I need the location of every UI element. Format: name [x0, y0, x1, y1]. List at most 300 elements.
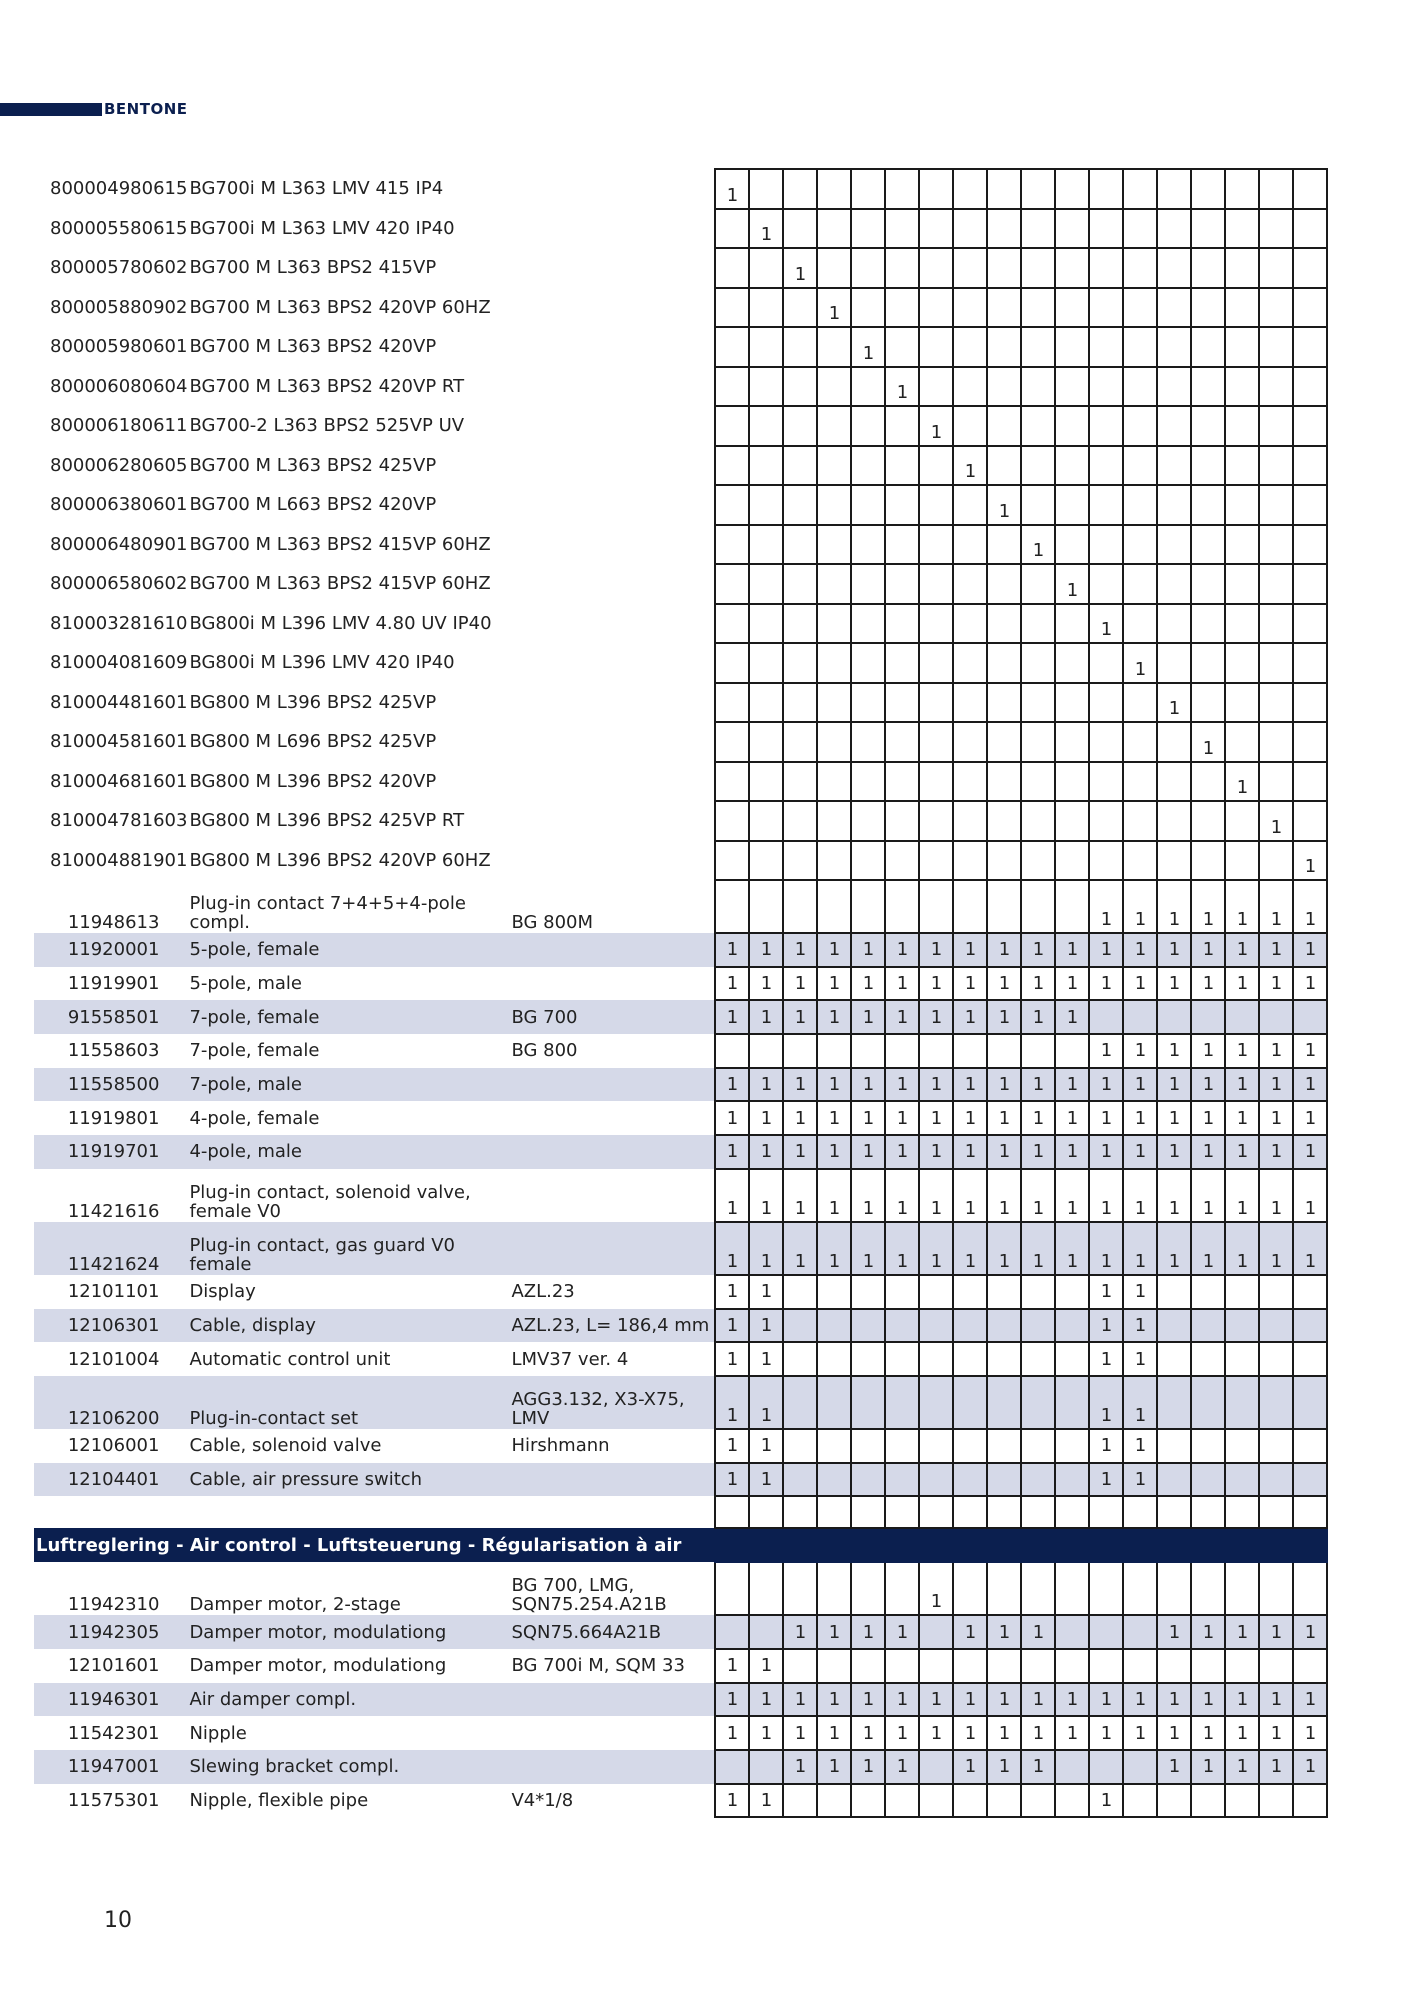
quantity-cell	[817, 446, 851, 486]
quantity-cell	[885, 1376, 919, 1429]
quantity-cell: 1	[953, 1716, 987, 1750]
quantity-cell: 1	[1259, 1222, 1293, 1275]
quantity-cell	[987, 1496, 1021, 1528]
quantity-cell	[783, 1275, 817, 1309]
quantity-cell: 1	[715, 1101, 749, 1135]
quantity-cell	[1055, 683, 1089, 723]
part-number: 12101004	[67, 1348, 160, 1370]
quantity-cell	[1021, 722, 1055, 762]
quantity-cell	[1191, 1000, 1225, 1034]
part-description: BG800 M L396 BPS2 425VP	[189, 691, 437, 713]
quantity-cell	[851, 1342, 885, 1376]
quantity-cell: 1	[1157, 1750, 1191, 1784]
quantity-cell: 1	[987, 1683, 1021, 1717]
quantity-cell	[1191, 1376, 1225, 1429]
quantity-cell: 1	[1225, 1034, 1259, 1068]
quantity-cell	[953, 485, 987, 525]
quantity-cell	[1191, 683, 1225, 723]
quantity-cell	[1191, 1342, 1225, 1376]
quantity-cell: 1	[715, 1169, 749, 1222]
quantity-cell: 1	[1157, 1683, 1191, 1717]
quantity-cell	[715, 683, 749, 723]
quantity-cell	[1225, 446, 1259, 486]
quantity-cell	[1191, 564, 1225, 604]
quantity-cell: 1	[953, 1135, 987, 1169]
quantity-cell	[749, 1562, 783, 1615]
quantity-cell	[1089, 564, 1123, 604]
part-note: AGG3.132, X3-X75, LMV	[509, 1376, 715, 1429]
quantity-cell	[851, 683, 885, 723]
quantity-cell: 1	[817, 1615, 851, 1649]
quantity-cell	[817, 209, 851, 249]
part-number: 800006480901	[50, 533, 188, 555]
quantity-cell	[783, 1562, 817, 1615]
quantity-cell	[953, 209, 987, 249]
quantity-cell	[1157, 406, 1191, 446]
part-description: BG700 M L363 BPS2 415VP	[189, 257, 437, 279]
quantity-cell	[851, 643, 885, 683]
part-number: 11942310	[67, 1594, 160, 1616]
quantity-cell	[1157, 1649, 1191, 1683]
quantity-cell	[1055, 762, 1089, 802]
quantity-cell	[1021, 1649, 1055, 1683]
part-note	[509, 485, 715, 525]
part-description: BG700i M L363 LMV 420 IP40	[189, 217, 455, 239]
quantity-cell	[1123, 209, 1157, 249]
quantity-cell: 1	[1123, 1135, 1157, 1169]
quantity-cell	[1259, 446, 1293, 486]
quantity-cell	[1191, 1309, 1225, 1343]
quantity-cell	[1259, 841, 1293, 881]
quantity-cell: 1	[953, 1169, 987, 1222]
part-note: LMV37 ver. 4	[511, 1348, 629, 1370]
quantity-cell: 1	[987, 1750, 1021, 1784]
quantity-cell	[715, 1615, 749, 1649]
quantity-cell	[1225, 1784, 1259, 1818]
quantity-cell: 1	[885, 1000, 919, 1034]
part-description: BG700i M L363 LMV 415 IP4	[189, 178, 444, 200]
quantity-cell	[1225, 406, 1259, 446]
quantity-cell: 1	[715, 1376, 749, 1429]
quantity-cell	[817, 683, 851, 723]
quantity-cell	[1293, 1649, 1327, 1683]
quantity-cell: 1	[1089, 1169, 1123, 1222]
quantity-cell	[851, 446, 885, 486]
quantity-cell	[987, 564, 1021, 604]
quantity-cell: 1	[1055, 564, 1089, 604]
quantity-cell	[953, 288, 987, 328]
quantity-cell	[919, 1275, 953, 1309]
quantity-cell	[1089, 288, 1123, 328]
quantity-cell	[953, 1649, 987, 1683]
quantity-cell	[1225, 1309, 1259, 1343]
quantity-cell	[953, 169, 987, 209]
quantity-cell	[851, 722, 885, 762]
quantity-cell	[817, 841, 851, 881]
part-description: Cable, solenoid valve	[189, 1435, 382, 1457]
part-description: Damper motor, modulationg	[187, 1615, 509, 1649]
table-row	[34, 1683, 1327, 1717]
quantity-cell	[1157, 564, 1191, 604]
quantity-cell: 1	[919, 1683, 953, 1717]
quantity-cell	[1123, 248, 1157, 288]
quantity-cell	[953, 327, 987, 367]
quantity-cell	[953, 406, 987, 446]
quantity-cell: 1	[1123, 1034, 1157, 1068]
quantity-cell: 1	[885, 1222, 919, 1275]
quantity-cell: 1	[1089, 1342, 1123, 1376]
quantity-cell: 1	[749, 1101, 783, 1135]
quantity-cell	[1191, 367, 1225, 407]
quantity-cell	[1191, 1649, 1225, 1683]
quantity-cell	[953, 841, 987, 881]
part-description: Display	[189, 1281, 256, 1303]
quantity-cell	[1293, 1429, 1327, 1463]
quantity-cell: 1	[919, 1169, 953, 1222]
quantity-cell	[1157, 1342, 1191, 1376]
quantity-cell	[749, 841, 783, 881]
quantity-cell: 1	[1157, 880, 1191, 933]
quantity-cell: 1	[817, 1716, 851, 1750]
part-number: 810004581601	[50, 731, 188, 753]
table-row	[34, 762, 1327, 802]
quantity-cell: 1	[1293, 1169, 1327, 1222]
quantity-cell: 1	[1225, 1222, 1259, 1275]
quantity-cell: 1	[987, 1615, 1021, 1649]
quantity-cell	[1191, 1496, 1225, 1528]
part-note	[509, 1683, 715, 1717]
quantity-cell	[1055, 722, 1089, 762]
quantity-cell: 1	[1293, 1101, 1327, 1135]
quantity-cell	[1055, 1376, 1089, 1429]
quantity-cell	[1089, 1562, 1123, 1615]
section-cell	[1259, 1528, 1293, 1562]
quantity-cell	[715, 446, 749, 486]
part-description: BG800 M L696 BPS2 425VP	[189, 731, 437, 753]
part-note	[509, 1169, 715, 1222]
quantity-cell: 1	[1157, 1101, 1191, 1135]
quantity-cell	[783, 801, 817, 841]
quantity-cell	[953, 643, 987, 683]
part-note: V4*1/8	[511, 1790, 574, 1812]
part-note: BG 800M	[511, 912, 594, 933]
quantity-cell	[783, 1342, 817, 1376]
quantity-cell	[1055, 209, 1089, 249]
quantity-cell	[817, 485, 851, 525]
quantity-cell	[1225, 169, 1259, 209]
quantity-cell	[817, 1275, 851, 1309]
quantity-cell: 1	[1157, 1068, 1191, 1102]
quantity-cell: 1	[885, 1683, 919, 1717]
part-description: Automatic control unit	[189, 1348, 391, 1370]
part-note	[509, 209, 715, 249]
part-description: 5-pole, male	[189, 973, 302, 995]
quantity-cell	[953, 1429, 987, 1463]
quantity-cell	[953, 564, 987, 604]
quantity-cell	[1157, 1784, 1191, 1818]
quantity-cell	[1191, 327, 1225, 367]
part-number: 800006080604	[50, 375, 188, 397]
quantity-cell	[885, 327, 919, 367]
quantity-cell: 1	[1123, 1463, 1157, 1497]
quantity-cell: 1	[1259, 1615, 1293, 1649]
quantity-cell	[1123, 169, 1157, 209]
table-row	[34, 1169, 1327, 1222]
quantity-cell: 1	[749, 1275, 783, 1309]
quantity-cell	[1259, 209, 1293, 249]
quantity-cell	[919, 209, 953, 249]
quantity-cell: 1	[1157, 1222, 1191, 1275]
part-note	[509, 933, 715, 967]
quantity-cell: 1	[987, 485, 1021, 525]
quantity-cell	[1055, 248, 1089, 288]
quantity-cell: 1	[1293, 1750, 1327, 1784]
quantity-cell	[1191, 762, 1225, 802]
quantity-cell	[1293, 485, 1327, 525]
quantity-cell	[1055, 1309, 1089, 1343]
quantity-cell: 1	[715, 1429, 749, 1463]
quantity-cell: 1	[1055, 1000, 1089, 1034]
quantity-cell: 1	[1123, 1309, 1157, 1343]
part-description: 7-pole, female	[187, 1000, 509, 1034]
quantity-cell: 1	[1055, 1101, 1089, 1135]
quantity-cell	[987, 367, 1021, 407]
quantity-cell	[851, 1496, 885, 1528]
quantity-cell	[1089, 367, 1123, 407]
quantity-cell	[817, 1463, 851, 1497]
quantity-cell	[1089, 1000, 1123, 1034]
quantity-cell	[1225, 209, 1259, 249]
part-note: BG 800	[511, 1040, 578, 1062]
quantity-cell: 1	[1089, 1068, 1123, 1102]
quantity-cell	[749, 327, 783, 367]
quantity-cell	[1293, 722, 1327, 762]
quantity-cell	[885, 1562, 919, 1615]
table-row	[34, 1376, 1327, 1429]
quantity-cell	[1225, 367, 1259, 407]
quantity-cell	[851, 801, 885, 841]
quantity-cell	[1157, 1275, 1191, 1309]
quantity-cell	[1293, 446, 1327, 486]
quantity-cell	[851, 209, 885, 249]
part-number: 800005780602	[50, 257, 188, 279]
quantity-cell	[1225, 1463, 1259, 1497]
quantity-cell	[715, 841, 749, 881]
quantity-cell	[783, 1496, 817, 1528]
quantity-cell: 1	[1055, 933, 1089, 967]
quantity-cell	[851, 525, 885, 565]
quantity-cell	[885, 683, 919, 723]
quantity-cell	[987, 1342, 1021, 1376]
part-description: 7-pole, male	[187, 1068, 509, 1102]
quantity-cell	[1225, 485, 1259, 525]
quantity-cell	[885, 1034, 919, 1068]
quantity-cell: 1	[1021, 1101, 1055, 1135]
quantity-cell	[817, 1562, 851, 1615]
table-row	[34, 248, 1327, 288]
quantity-cell	[749, 446, 783, 486]
quantity-cell	[1293, 1463, 1327, 1497]
quantity-cell: 1	[1157, 1034, 1191, 1068]
part-number: 12101101	[67, 1281, 160, 1303]
quantity-cell	[749, 564, 783, 604]
quantity-cell	[715, 327, 749, 367]
quantity-cell	[1225, 248, 1259, 288]
quantity-cell	[953, 1562, 987, 1615]
quantity-cell: 1	[749, 1784, 783, 1818]
quantity-cell: 1	[885, 933, 919, 967]
quantity-cell	[1191, 643, 1225, 683]
quantity-cell	[1191, 1562, 1225, 1615]
part-note	[509, 446, 715, 486]
quantity-cell	[817, 1649, 851, 1683]
quantity-cell	[885, 1496, 919, 1528]
part-note: AZL.23	[511, 1281, 575, 1303]
quantity-cell	[1293, 643, 1327, 683]
quantity-cell	[783, 446, 817, 486]
part-note: BG 700, LMG, SQN75.254.A21B	[511, 1575, 667, 1616]
quantity-cell	[1157, 367, 1191, 407]
quantity-cell	[919, 1750, 953, 1784]
quantity-cell	[987, 762, 1021, 802]
table-row	[34, 1562, 1327, 1615]
quantity-cell: 1	[817, 1683, 851, 1717]
quantity-cell	[919, 604, 953, 644]
part-number	[34, 1496, 187, 1528]
quantity-cell	[885, 604, 919, 644]
quantity-cell	[1021, 1463, 1055, 1497]
quantity-cell: 1	[749, 1135, 783, 1169]
quantity-cell	[919, 1463, 953, 1497]
quantity-cell	[783, 1429, 817, 1463]
part-note	[509, 367, 715, 407]
quantity-cell	[919, 288, 953, 328]
quantity-cell	[885, 1784, 919, 1818]
quantity-cell	[783, 209, 817, 249]
part-number: 11919901	[67, 973, 160, 995]
quantity-cell	[1259, 485, 1293, 525]
quantity-cell	[1123, 762, 1157, 802]
quantity-cell	[851, 1463, 885, 1497]
quantity-cell	[783, 485, 817, 525]
quantity-cell	[1293, 1309, 1327, 1343]
part-note	[509, 564, 715, 604]
quantity-cell: 1	[885, 1068, 919, 1102]
quantity-cell: 1	[1293, 1068, 1327, 1102]
quantity-cell	[1157, 722, 1191, 762]
quantity-cell	[1225, 525, 1259, 565]
quantity-cell: 1	[749, 1068, 783, 1102]
quantity-cell: 1	[1293, 1034, 1327, 1068]
quantity-cell	[1055, 1784, 1089, 1818]
part-description: BG700 M L363 BPS2 420VP 60HZ	[189, 296, 491, 318]
quantity-cell: 1	[919, 1068, 953, 1102]
quantity-cell	[1191, 1784, 1225, 1818]
quantity-cell: 1	[919, 1135, 953, 1169]
part-description: Damper motor, modulationg	[189, 1655, 447, 1677]
quantity-cell	[1123, 327, 1157, 367]
quantity-cell	[715, 801, 749, 841]
quantity-cell	[851, 406, 885, 446]
quantity-cell: 1	[919, 1716, 953, 1750]
quantity-cell	[1191, 1429, 1225, 1463]
quantity-cell: 1	[1123, 1683, 1157, 1717]
quantity-cell: 1	[749, 1342, 783, 1376]
quantity-cell	[749, 683, 783, 723]
part-description: Cable, display	[187, 1309, 509, 1343]
quantity-cell	[1089, 248, 1123, 288]
quantity-cell: 1	[1259, 1135, 1293, 1169]
part-description: BG700 M L363 BPS2 420VP	[189, 336, 437, 358]
part-number: 11942305	[34, 1615, 187, 1649]
part-number: 800004980615	[50, 178, 188, 200]
quantity-cell	[1293, 683, 1327, 723]
quantity-cell: 1	[1089, 1429, 1123, 1463]
quantity-cell	[1157, 446, 1191, 486]
quantity-cell	[1123, 1496, 1157, 1528]
quantity-cell: 1	[1225, 1068, 1259, 1102]
part-note	[509, 525, 715, 565]
quantity-cell: 1	[1293, 1716, 1327, 1750]
quantity-cell: 1	[715, 1649, 749, 1683]
quantity-cell: 1	[749, 1000, 783, 1034]
quantity-cell	[1293, 1496, 1327, 1528]
quantity-cell	[1191, 248, 1225, 288]
quantity-cell	[1157, 248, 1191, 288]
quantity-cell	[1021, 643, 1055, 683]
part-number: 810004681601	[50, 770, 188, 792]
quantity-cell: 1	[987, 933, 1021, 967]
quantity-cell	[885, 762, 919, 802]
quantity-cell: 1	[715, 1000, 749, 1034]
quantity-cell	[817, 1496, 851, 1528]
quantity-cell	[953, 1309, 987, 1343]
quantity-cell: 1	[1123, 1429, 1157, 1463]
quantity-cell	[1259, 327, 1293, 367]
section-header-row	[34, 1528, 1327, 1562]
quantity-cell	[987, 643, 1021, 683]
part-description: BG800 M L396 BPS2 420VP	[189, 770, 437, 792]
quantity-cell: 1	[1259, 801, 1293, 841]
quantity-cell: 1	[851, 1750, 885, 1784]
section-cell	[851, 1528, 885, 1562]
quantity-cell	[953, 880, 987, 933]
table-row	[34, 1034, 1327, 1068]
quantity-cell	[1123, 722, 1157, 762]
quantity-cell	[1055, 1463, 1089, 1497]
quantity-cell	[953, 1463, 987, 1497]
quantity-cell	[817, 1376, 851, 1429]
section-cell	[1225, 1528, 1259, 1562]
quantity-cell	[749, 643, 783, 683]
quantity-cell	[1021, 1309, 1055, 1343]
part-description: 7-pole, female	[189, 1040, 320, 1062]
quantity-cell: 1	[851, 1716, 885, 1750]
quantity-cell	[885, 525, 919, 565]
quantity-cell	[851, 564, 885, 604]
quantity-cell	[851, 762, 885, 802]
table-row	[34, 485, 1327, 525]
quantity-cell: 1	[953, 1615, 987, 1649]
quantity-cell	[919, 1034, 953, 1068]
quantity-cell	[817, 564, 851, 604]
quantity-cell: 1	[1225, 762, 1259, 802]
quantity-cell	[1021, 1376, 1055, 1429]
quantity-cell	[1259, 683, 1293, 723]
quantity-cell	[749, 880, 783, 933]
quantity-cell: 1	[783, 1683, 817, 1717]
quantity-cell	[919, 367, 953, 407]
